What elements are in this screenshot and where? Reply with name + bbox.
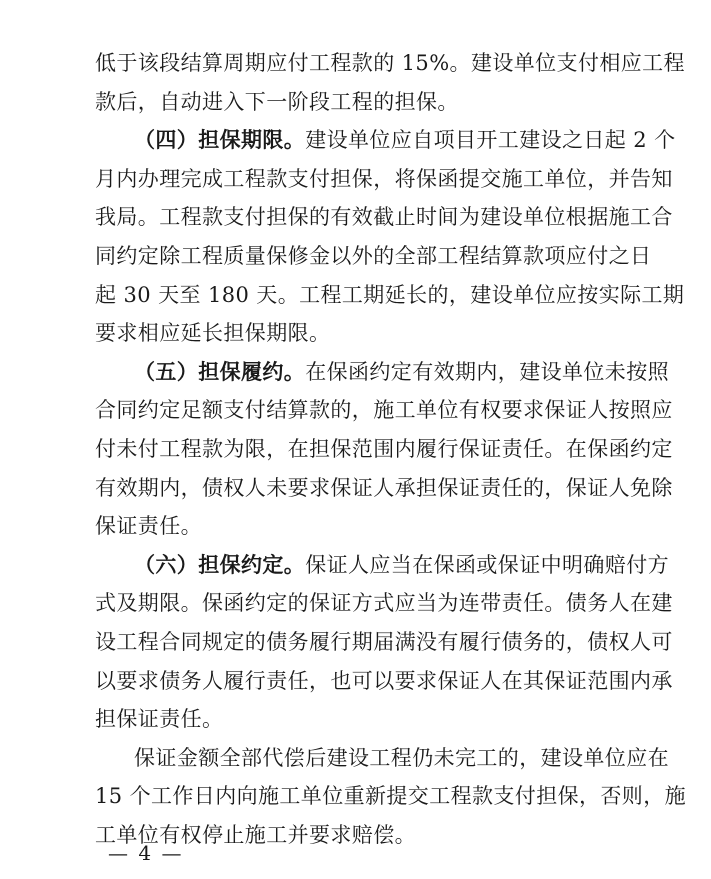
- paragraph-1-line-2: 款后，自动进入下一阶段工程的担保。: [95, 89, 459, 114]
- paragraph-5-line-3: 工单位有权停止施工并要求赔偿。: [95, 823, 416, 847]
- paragraph-4-line-2: 式及期限。保函约定的保证方式应当为连带责任。债务人在建: [95, 591, 673, 616]
- paragraph-3-line-2: 合同约定足额支付结算款的，施工单位有权要求保证人按照应: [95, 398, 673, 423]
- paragraph-4-line-1: [134, 546, 691, 585]
- paragraph-4-line-1-text: 保证人应当在保函或保证中明确赔付方: [305, 552, 670, 577]
- paragraph-2-line-2: 月内办理完成工程款支付担保，将保函提交施工单位，并告知: [95, 166, 673, 191]
- paragraph-4-line-5: 担保证责任。: [95, 707, 224, 732]
- paragraph-3-line-1-text: 在保函约定有效期内，建设单位未按照: [305, 359, 670, 384]
- paragraph-4-line-3: 设工程合同规定的债务履行期届满没有履行债务的，债权人可: [95, 630, 673, 654]
- section-heading-five: （五）担保履约。: [134, 358, 306, 384]
- paragraph-3-line-3: 付未付工程款为限，在担保范围内履行保证责任。在保函约定: [95, 437, 673, 461]
- paragraph-4-line-4: 以要求债务人履行责任，也可以要求保证人在其保证范围内承: [95, 668, 673, 693]
- paragraph-2-line-1: [134, 121, 691, 160]
- paragraph-3-line-1: [134, 353, 691, 392]
- paragraph-3-line-5: 保证责任。: [95, 514, 202, 539]
- paragraph-1-line-1: 低于该段结算周期应付工程款的 15%。建设单位支付相应工程: [95, 51, 685, 75]
- section-heading-six: （六）担保约定。: [134, 551, 306, 577]
- paragraph-3-line-4: 有效期内，债权人未要求保证人承担保证责任的，保证人免除: [95, 475, 673, 500]
- paragraph-2-line-1-text: 建设单位应自项目开工建设之日起 2 个: [305, 128, 676, 153]
- paragraph-5-line-2: 15 个工作日内向施工单位重新提交工程款支付担保，否则，施: [95, 784, 686, 809]
- paragraph-5-line-1: 保证金额全部代偿后建设工程仍未完工的，建设单位应在: [134, 745, 669, 770]
- paragraph-2-line-6: 要求相应延长担保期限。: [95, 321, 331, 346]
- paragraph-2-line-4: 同约定除工程质量保修金以外的全部工程结算款项应付之日: [95, 244, 652, 268]
- paragraph-2-line-5: 起 30 天至 180 天。工程工期延长的，建设单位应按实际工期: [95, 282, 685, 307]
- paragraph-2-line-3: 我局。工程款支付担保的有效截止时间为建设单位根据施工合: [95, 205, 673, 230]
- section-heading-four: （四）担保期限。: [134, 127, 306, 153]
- page-number: — 4 —: [108, 841, 184, 865]
